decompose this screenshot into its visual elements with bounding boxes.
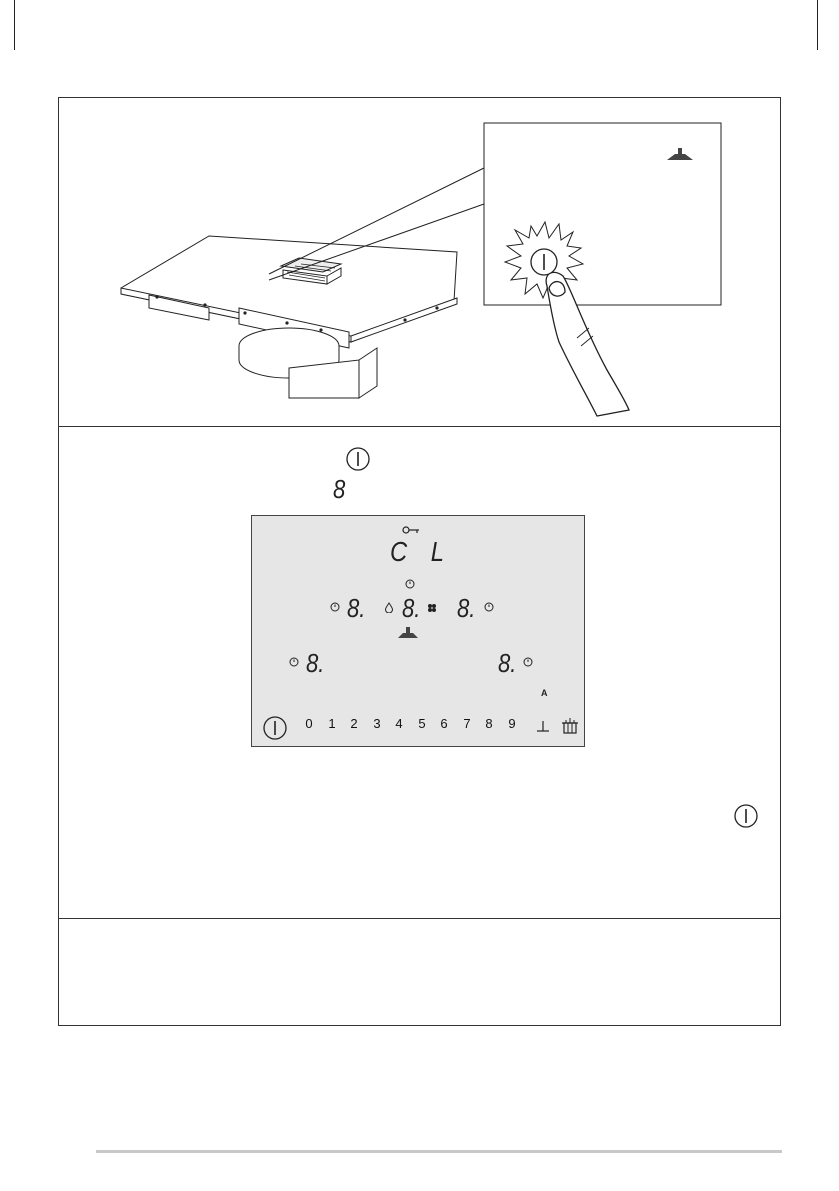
hood-icon <box>398 627 418 639</box>
digit-symbol: 8 <box>333 474 346 504</box>
slider-number[interactable]: 0 <box>305 716 313 731</box>
timer-icon <box>523 657 533 667</box>
crop-mark-left <box>14 0 15 50</box>
step-panel-control <box>58 426 781 919</box>
hood-display-left: 8. <box>347 593 366 623</box>
hood-display-right: 8. <box>457 593 476 623</box>
step-panel-illustration <box>58 97 781 427</box>
drop-icon <box>384 602 394 613</box>
fan-icon <box>427 603 437 613</box>
slider-number[interactable]: 7 <box>463 716 471 731</box>
grease-filter-icon[interactable] <box>562 717 578 734</box>
slider-number[interactable]: 8 <box>485 716 493 731</box>
on-off-icon <box>733 803 759 829</box>
hood-display-center: 8. <box>402 593 421 623</box>
crop-mark-right <box>817 0 818 50</box>
slider-number[interactable]: 4 <box>395 716 403 731</box>
slider-number[interactable]: 3 <box>373 716 381 731</box>
zone-display-right: 8. <box>498 648 517 678</box>
on-off-icon <box>345 446 371 472</box>
slider-number[interactable]: 2 <box>350 716 358 731</box>
timer-icon <box>289 657 299 667</box>
key-lock-icon <box>402 525 420 535</box>
timer-icon <box>405 579 415 589</box>
timer-icon <box>330 602 340 612</box>
zone-display-left: 8. <box>306 648 325 678</box>
lock-display: C L <box>390 536 453 567</box>
auto-label: A <box>541 688 548 698</box>
slider-number[interactable]: 9 <box>508 716 516 731</box>
footer-rule <box>96 1150 782 1153</box>
pause-icon[interactable] <box>536 719 550 733</box>
slider-number[interactable]: 5 <box>418 716 426 731</box>
slider-number[interactable]: 6 <box>440 716 448 731</box>
hob-illustration <box>59 98 780 426</box>
control-panel-diagram <box>251 515 585 747</box>
timer-icon <box>484 602 494 612</box>
on-off-icon[interactable] <box>262 715 288 741</box>
step-panel-empty <box>58 918 781 1026</box>
slider-number[interactable]: 1 <box>328 716 336 731</box>
